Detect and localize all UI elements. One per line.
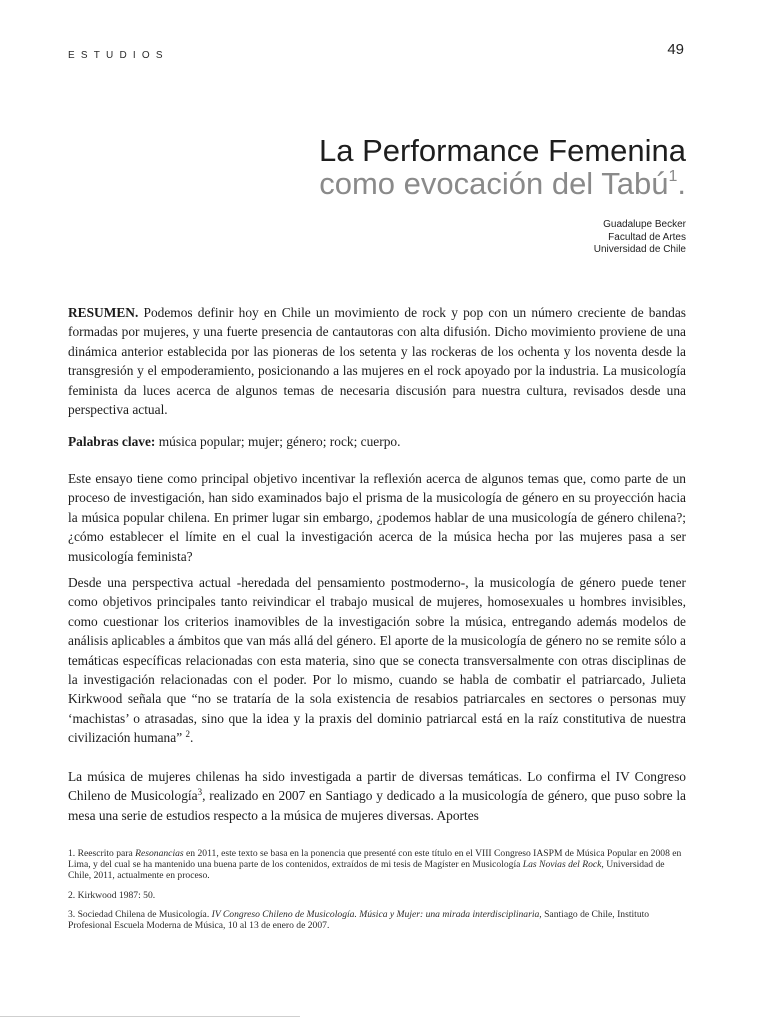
footnote-1-text-b: en 2011, este texto se basa en la ponencia que presenté con este título en el VIII Congreso IASPM de Música Popular en 2008 en Lima, y del cual se ha mantenido una buena parte de los contenidos, extraídos de mi tesis de Magíster en Musicología — [68, 848, 682, 871]
footnote-3-text-b: Santiago de Chile, Instituto Profesional Escuela Moderna de Música, 10 al 13 de enero de 2007. — [68, 908, 650, 932]
running-head-section: ESTUDIOS — [68, 50, 169, 61]
abstract-text: Podemos definir hoy en Chile un movimiento de rock y pop con un número creciente de bandas formadas por mujeres, y una fuerte presencia de cantautoras con alta difusión. Dicho movimiento proviene de una dinámica anterior establecida por las pioneras de los setenta y las rockeras de los ochenta y los noventa desde la transgresión y el empoderamiento, posicionando a las mujeres en el rock apoyado por la industria. La musicología feminista da luces acerca de algunos temas de necesaria discusión para nuestra cultura, revisados desde una perspectiva actual. — [68, 305, 686, 418]
footnote-ref-2[interactable]: 2 — [185, 729, 191, 740]
footnote-ref-1[interactable]: 1 — [668, 168, 678, 185]
footnote-1-thesis-title: Las Novias del Rock, — [522, 859, 604, 871]
body-paragraph-2 — [68, 573, 686, 748]
body-paragraph-3-text-b: , realizado en 2007 en Santiago y dedicado a la musicología de género, que puso sobre la mesa una serie de estudios respecto a la música de mujeres diversas. Aportes — [68, 788, 687, 823]
keywords-paragraph — [68, 432, 686, 451]
keywords-label: Palabras clave: — [68, 434, 156, 449]
footnote-2: 2. Kirkwood 1987: 50. — [68, 889, 156, 901]
author-info — [594, 219, 686, 257]
title-line-1: La Performance Femenina — [318, 133, 686, 168]
author-faculty: Facultad de Artes — [608, 231, 686, 243]
footnote-1 — [68, 848, 686, 882]
body-paragraph-2-end: . — [190, 730, 194, 746]
title-line-2-end: . — [677, 166, 686, 201]
body-paragraph-3-text-a: La música de mujeres chilenas ha sido investigada a partir de diversas temáticas. Lo confirma el IV Congreso Chileno de Musicología — [68, 769, 686, 804]
author-university: Universidad de Chile — [593, 244, 686, 255]
footnote-ref-3[interactable]: 3 — [197, 787, 203, 798]
footnote-3-congress-title: IV Congreso Chileno de Musicología. Música y Mujer: una mirada interdisciplinaria, — [211, 908, 542, 920]
title-line-2-text: como evocación del Tabú — [319, 166, 669, 201]
body-paragraph-1: Este ensayo tiene como principal objetivo incentivar la reflexión acerca de algunos temas que, como parte de un proceso de investigación, han sido examinados bajo el prisma de la musicología de género en su proyección hacia la música popular chilena. En primer lugar sin embargo, ¿podemos hablar de una musicología de género chilena?; ¿cómo establecer el límite en el cual la investigación acerca de la música hecha por las mujeres pasa a ser musicología feminista? — [68, 471, 686, 564]
article-title — [319, 134, 686, 200]
page-number: 49 — [667, 41, 684, 58]
footnote-3 — [68, 909, 686, 931]
author-name: Guadalupe Becker — [603, 219, 686, 230]
keywords-text: música popular; mujer; género; rock; cuerpo. — [155, 434, 401, 449]
abstract-label: RESUMEN. — [68, 305, 139, 320]
body-paragraph-3 — [68, 767, 686, 825]
body-paragraph-2-text: Desde una perspectiva actual -heredada del pensamiento postmoderno-, la musicología de género puede tener como objetivos principales tanto reivindicar el trabajo musical de mujeres, homosexuales u hombres invisibles, como cuestionar los criterios inamovibles de la investigación sobre la música, entregando además modelos de análisis aplicables a ámbitos que van más allá del género. El aporte de la musicología de género no se remite sólo a temáticas específicas relacionadas con esta materia, sino que se conecta transversalmente con otras disciplinas de la investigación relacionadas con el poder. Por lo mismo, cuando se habla de combatir el patriarcado, Julieta Kirkwood señala que “no se trataría de la sola existencia de resabios patriarcales en sectores o personas muy ‘machistas’ o atrasadas, sino que la idea y la praxis del dominio patriarcal está en la raíz constitutiva de nuestra civilización humana” — [68, 575, 686, 746]
footnote-1-journal-title: Resonancias — [135, 848, 184, 859]
footnote-1-text-c: Universidad de Chile, 2011, actualmente en proceso. — [68, 859, 665, 882]
abstract-paragraph — [68, 303, 686, 419]
footnotes — [68, 848, 686, 939]
footnote-3-text-a: 3. Sociedad Chilena de Musicología. — [68, 908, 212, 920]
bottom-rule — [0, 1016, 300, 1017]
footnote-1-text-a: 1. Reescrito para — [68, 848, 136, 859]
title-line-2 — [319, 168, 686, 200]
